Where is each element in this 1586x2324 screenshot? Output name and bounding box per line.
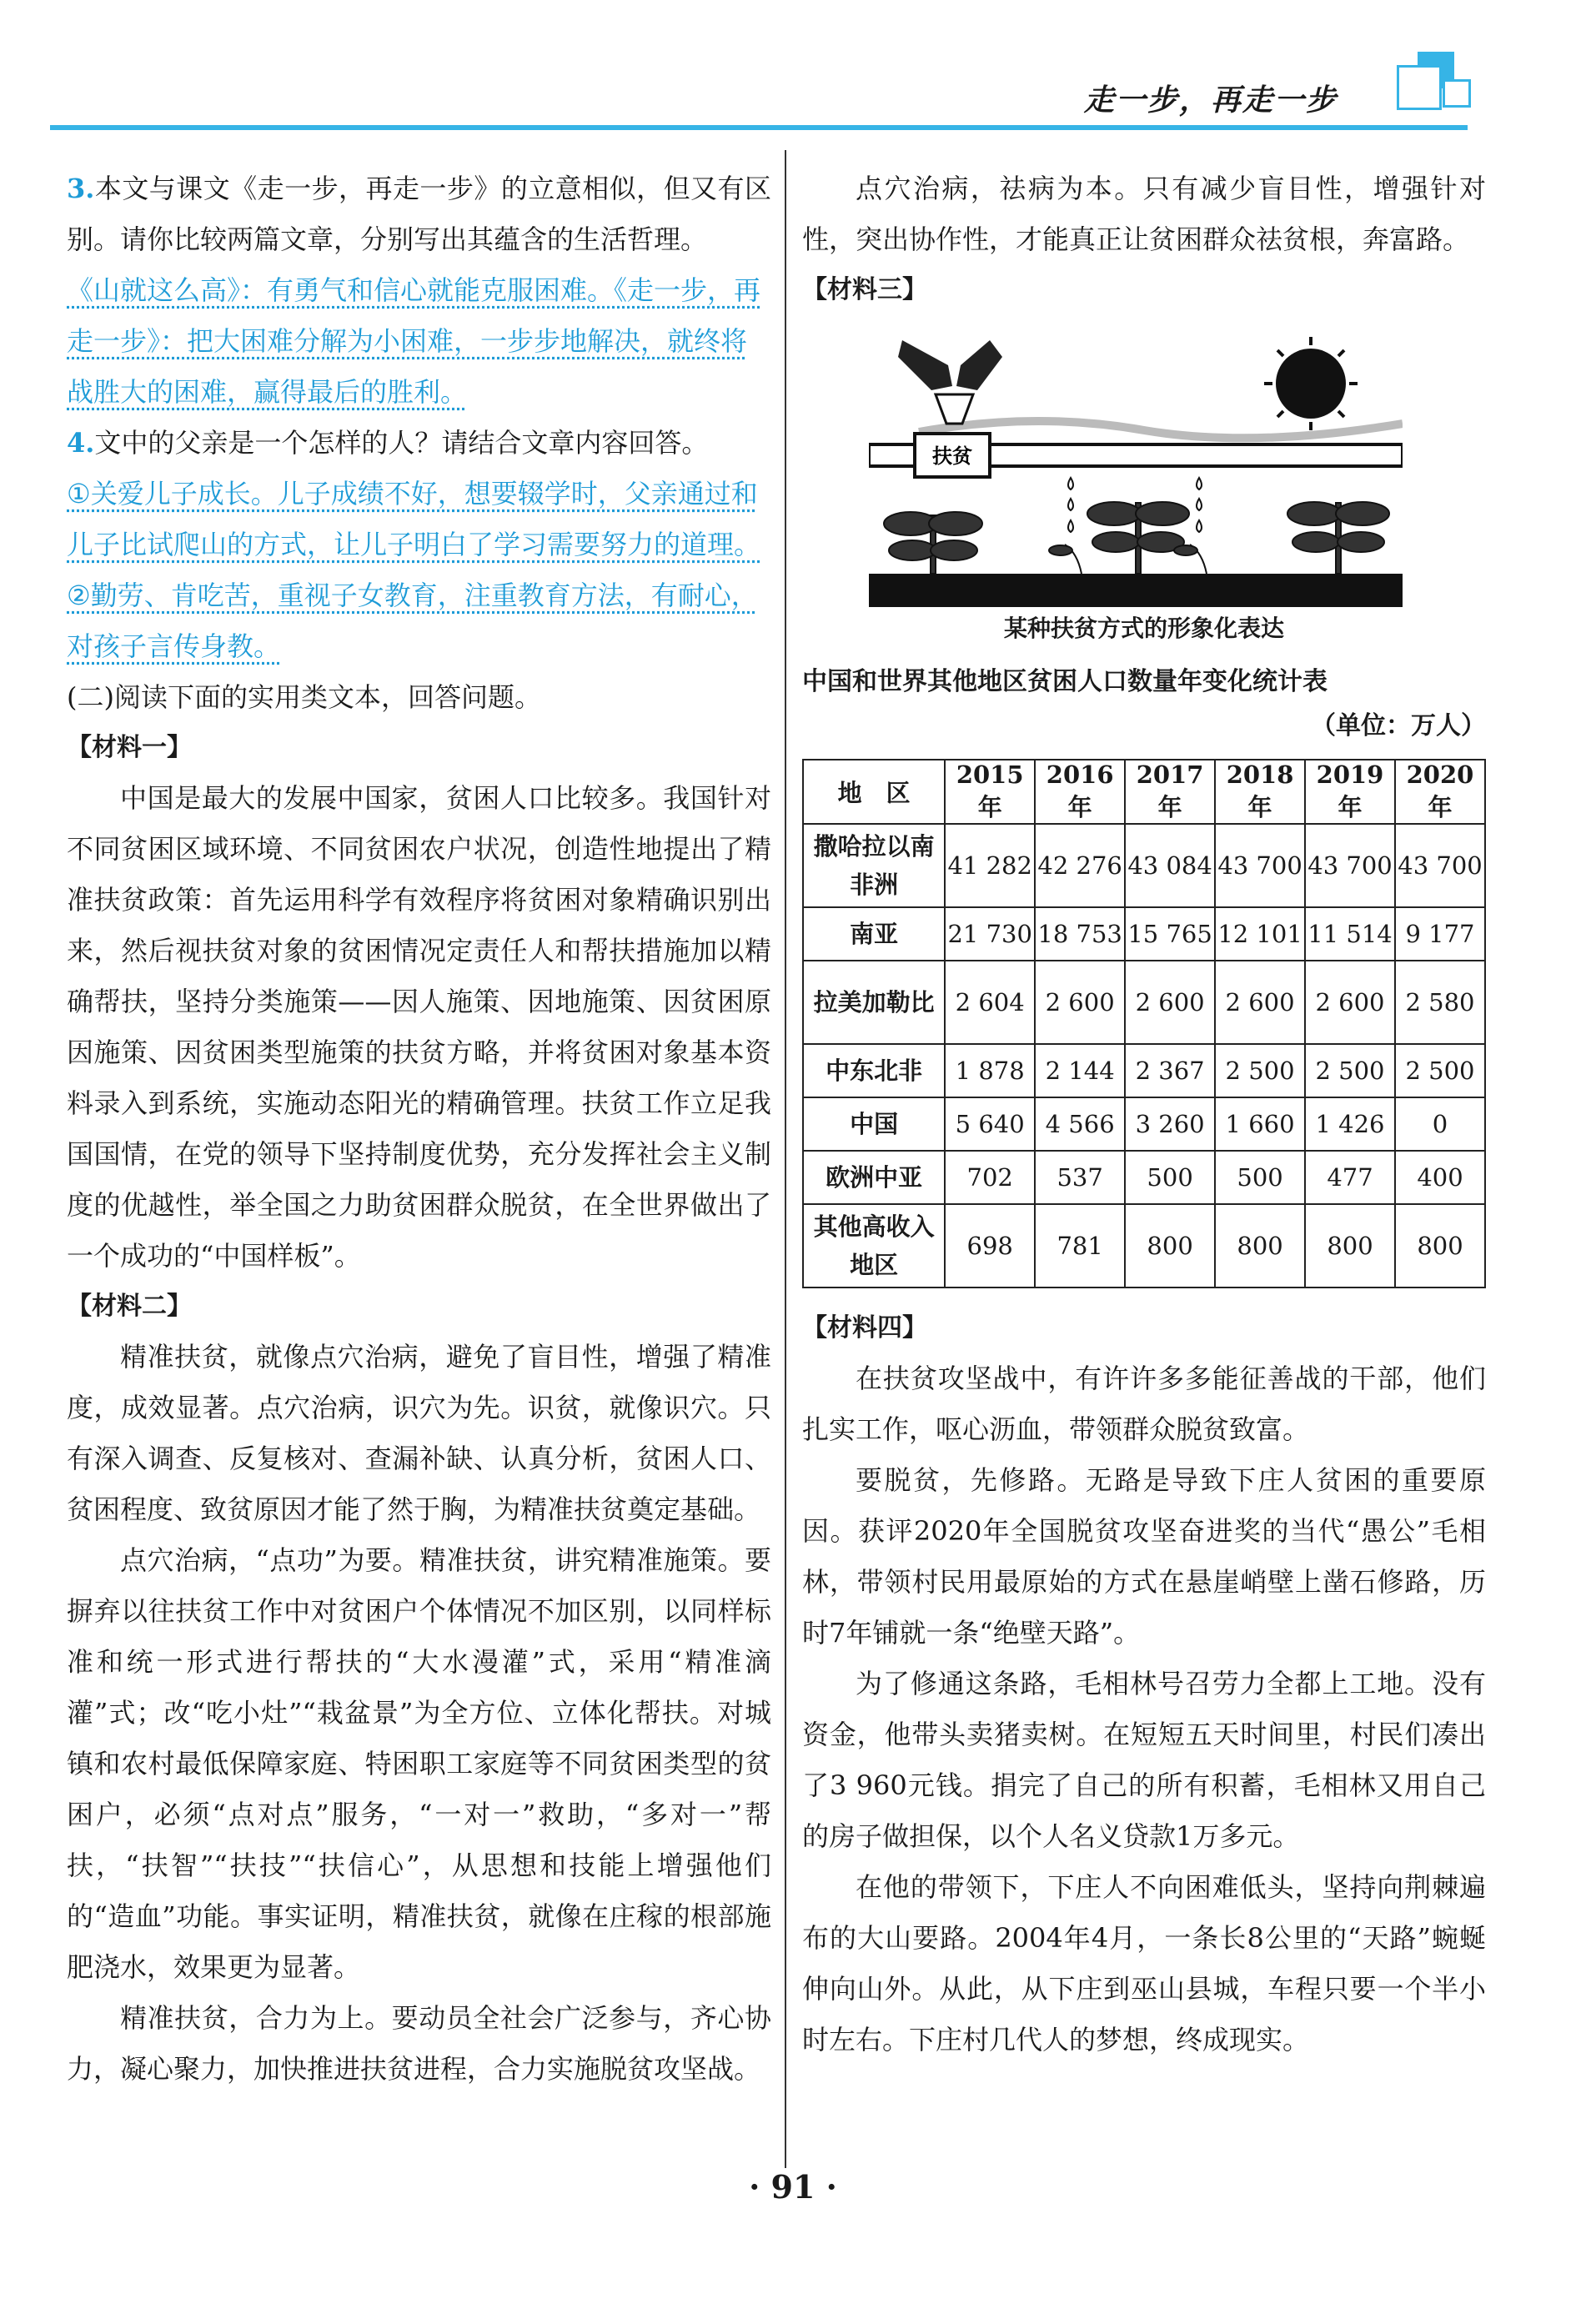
value-cell: 800 xyxy=(1395,1204,1485,1287)
value-cell: 43 700 xyxy=(1305,824,1395,907)
material-1-text: 中国是最大的发展中国家，贫困人口比较多。我国针对不同贫困区域环境、不同贫困农户状况，创造性地提出了精准扶贫政策：首先运用科学有效程序将贫困对象精确识别出来，然后视扶贫对象的贫困情况定责任人和帮扶措施加以精确帮扶，坚持分类施策——因人施策、因地施策、因贫困原因施策、因贫困类型施策的扶贫方略，并将贫困对象基本资料录入到系统，实施动态阳光的精确管理。扶贫工作立足我国国情，在党的领导下坚持制度优势，充分发挥社会主义制度的优越性，举全国之力助贫困群众脱贫，在全世界做出了一个成功的“中国样板”。 xyxy=(67,782,771,1272)
column-divider xyxy=(785,150,786,2168)
value-cell: 11 514 xyxy=(1305,907,1395,961)
sun-icon xyxy=(1264,337,1358,430)
value-cell: 2 500 xyxy=(1395,1044,1485,1097)
value-cell: 1 426 xyxy=(1305,1097,1395,1151)
value-cell: 1 878 xyxy=(945,1044,1035,1097)
seedling-2 xyxy=(1049,545,1082,574)
header-rule xyxy=(50,125,1468,130)
table-row xyxy=(803,1044,1485,1097)
header-decoration-small-square xyxy=(1443,79,1471,108)
value-cell: 4 566 xyxy=(1035,1097,1125,1151)
table-row xyxy=(803,1097,1485,1151)
value-cell: 12 101 xyxy=(1215,907,1305,961)
value-cell: 537 xyxy=(1035,1151,1125,1204)
question-4-number: 4. xyxy=(67,427,95,459)
seedling-1 xyxy=(884,512,982,574)
value-cell: 781 xyxy=(1035,1204,1125,1287)
region-cell: 其他高收入地区 xyxy=(803,1204,945,1287)
value-cell: 2 580 xyxy=(1395,961,1485,1044)
material-2-title: 【材料二】 xyxy=(67,1292,192,1321)
value-cell: 43 700 xyxy=(1395,824,1485,907)
header-cell-2017: 2017年 xyxy=(1125,760,1215,824)
poverty-statistics-table xyxy=(802,759,1486,1288)
question-4-text: 文中的父亲是一个怎样的人？请结合文章内容回答。 xyxy=(94,427,709,459)
value-cell: 702 xyxy=(945,1151,1035,1204)
value-cell: 2 500 xyxy=(1305,1044,1395,1097)
soil-ground xyxy=(869,574,1403,607)
value-cell: 2 600 xyxy=(1305,961,1395,1044)
value-cell: 2 500 xyxy=(1215,1044,1305,1097)
value-cell: 5 640 xyxy=(945,1097,1035,1151)
material-4-title: 【材料四】 xyxy=(802,1313,927,1343)
material-4-paragraph-4: 在他的带领下，下庄人不向困难低头，坚持向荆棘遍布的大山要路。2004年4月，一条长8公里的“天路”蜿蜒伸向山外。从此，从下庄到巫山县城，车程只要一个半小时左右。下庄村几代人的梦想，终成现实。 xyxy=(802,1871,1486,2055)
value-cell: 0 xyxy=(1395,1097,1485,1151)
question-3 xyxy=(67,163,771,265)
value-cell: 9 177 xyxy=(1395,907,1485,961)
right-column xyxy=(802,163,1486,2065)
value-cell: 800 xyxy=(1215,1204,1305,1287)
material-4-paragraph-1: 在扶贫攻坚战中，有许许多多能征善战的干部，他们扎实工作，呕心沥血，带领群众脱贫致富。 xyxy=(802,1363,1486,1445)
left-column xyxy=(67,163,771,2095)
material-2-paragraph-4: 点穴治病，祛病为本。只有减少盲目性，增强针对性，突出协作性，才能真正让贫困群众祛贫根，奔富路。 xyxy=(802,173,1486,255)
header-cell-2018: 2018年 xyxy=(1215,760,1305,824)
page-number: · 91 · xyxy=(749,2168,837,2206)
value-cell: 2 600 xyxy=(1125,961,1215,1044)
value-cell: 42 276 xyxy=(1035,824,1125,907)
funnel-icon xyxy=(936,394,973,424)
region-cell: 中国 xyxy=(803,1097,945,1151)
poverty-relief-illustration xyxy=(869,332,1403,607)
answer-4: ①关爱儿子成长。儿子成绩不好，想要辍学时，父亲通过和儿子比试爬山的方式，让儿子明白了学习需要努力的道理。②勤劳、肯吃苦，重视子女教育，注重教育方法，有耐心，对孩子言传身教。 xyxy=(67,478,761,662)
header-decoration-outline xyxy=(1397,65,1442,110)
value-cell: 2 604 xyxy=(945,961,1035,1044)
section-instruction: (二)阅读下面的实用类文本，回答问题。 xyxy=(67,681,541,713)
region-cell: 欧洲中亚 xyxy=(803,1151,945,1204)
table-row xyxy=(803,824,1485,907)
hands-icon xyxy=(898,340,1002,390)
value-cell: 400 xyxy=(1395,1151,1485,1204)
material-2-paragraph-2: 点穴治病，“点功”为要。精准扶贫，讲究精准施策。要摒弃以往扶贫工作中对贫困户个体情况不加区别，以同样标准和统一形式进行帮扶的“大水漫灌”式，采用“精准滴灌”式；改“吃小灶”“栽盆景”为全方位、立体化帮扶。对城镇和农村最低保障家庭、特困职工家庭等不同贫困类型的贫困户，必须“点对点”服务，“一对一”救助，“多对一”帮扶，“扶智”“扶技”“扶信心”，从思想和技能上增强他们的“造血”功能。事实证明，精准扶贫，就像在庄稼的根部施肥浇水，效果更为显著。 xyxy=(67,1544,771,1983)
illustration-caption: 某种扶贫方式的形象化表达 xyxy=(1003,615,1284,642)
seedling-5 xyxy=(1287,502,1389,574)
value-cell: 21 730 xyxy=(945,907,1035,961)
material-1-title: 【材料一】 xyxy=(67,733,192,762)
question-3-number: 3. xyxy=(67,173,95,204)
value-cell: 43 084 xyxy=(1125,824,1215,907)
value-cell: 2 367 xyxy=(1125,1044,1215,1097)
material-4-paragraph-2: 要脱贫，先修路。无路是导致下庄人贫困的重要原因。获评2020年全国脱贫攻坚奋进奖的当代“愚公”毛相林，带领村民用最原始的方式在悬崖峭壁上凿石修路，历时7年铺就一条“绝壁天路”。 xyxy=(802,1464,1486,1649)
value-cell: 800 xyxy=(1125,1204,1215,1287)
table-row xyxy=(803,1151,1485,1204)
header-cell-2015: 2015年 xyxy=(945,760,1035,824)
value-cell: 1 660 xyxy=(1215,1097,1305,1151)
running-header-title: 走一步，再走一步 xyxy=(1084,83,1338,118)
header-cell-2016: 2016年 xyxy=(1035,760,1125,824)
material-4-paragraph-3: 为了修通这条路，毛相林号召劳力全都上工地。没有资金，他带头卖猪卖树。在短短五天时间里，村民们凑出了3 960元钱。捐完了自己的所有积蓄，毛相林又用自己的房子做担保，以个人名义贷款1万多元。 xyxy=(802,1668,1486,1852)
value-cell: 500 xyxy=(1215,1151,1305,1204)
table-header-row xyxy=(803,760,1485,824)
header-cell-2019: 2019年 xyxy=(1305,760,1395,824)
value-cell: 800 xyxy=(1305,1204,1395,1287)
value-cell: 500 xyxy=(1125,1151,1215,1204)
material-3-title: 【材料三】 xyxy=(802,275,927,304)
value-cell: 3 260 xyxy=(1125,1097,1215,1151)
value-cell: 43 700 xyxy=(1215,824,1305,907)
seedling-plants xyxy=(884,502,1389,574)
header-cell-2020: 2020年 xyxy=(1395,760,1485,824)
value-cell: 41 282 xyxy=(945,824,1035,907)
value-cell: 18 753 xyxy=(1035,907,1125,961)
table-unit: （单位：万人） xyxy=(1311,711,1486,740)
pipe-label: 扶贫 xyxy=(932,444,972,468)
region-cell: 中东北非 xyxy=(803,1044,945,1097)
value-cell: 15 765 xyxy=(1125,907,1215,961)
question-4 xyxy=(67,418,771,469)
table-title: 中国和世界其他地区贫困人口数量年变化统计表 xyxy=(802,667,1328,696)
seedling-4 xyxy=(1174,545,1207,574)
value-cell: 2 144 xyxy=(1035,1044,1125,1097)
value-cell: 477 xyxy=(1305,1151,1395,1204)
value-cell: 698 xyxy=(945,1204,1035,1287)
question-3-text: 本文与课文《走一步，再走一步》的立意相似，但又有区别。请你比较两篇文章，分别写出其蕴含的生活哲理。 xyxy=(67,173,771,255)
answer-3: 《山就这么高》：有勇气和信心就能克服困难。《走一步，再走一步》：把大困难分解为小困难，一步步地解决，就终将战胜大的困难，赢得最后的胜利。 xyxy=(67,274,761,408)
region-cell: 撒哈拉以南非洲 xyxy=(803,824,945,907)
value-cell: 2 600 xyxy=(1035,961,1125,1044)
seedling-3 xyxy=(1087,502,1189,574)
value-cell: 2 600 xyxy=(1215,961,1305,1044)
table-row xyxy=(803,1204,1485,1287)
material-2-paragraph-1: 精准扶贫，就像点穴治病，避免了盲目性，增强了精准度，成效显著。点穴治病，识穴为先。识贫，就像识穴。只有深入调查、反复核对、查漏补缺、认真分析，贫困人口、贫困程度、致贫原因才能了然于胸，为精准扶贫奠定基础。 xyxy=(67,1341,771,1525)
region-cell: 拉美加勒比 xyxy=(803,961,945,1044)
illustration-svg xyxy=(869,332,1403,607)
header-cell-region: 地 区 xyxy=(803,760,945,824)
table-row xyxy=(803,961,1485,1044)
material-2-paragraph-3: 精准扶贫，合力为上。要动员全社会广泛参与，齐心协力，凝心聚力，加快推进扶贫进程，合力实施脱贫攻坚战。 xyxy=(67,2002,771,2085)
table-row xyxy=(803,907,1485,961)
region-cell: 南亚 xyxy=(803,907,945,961)
